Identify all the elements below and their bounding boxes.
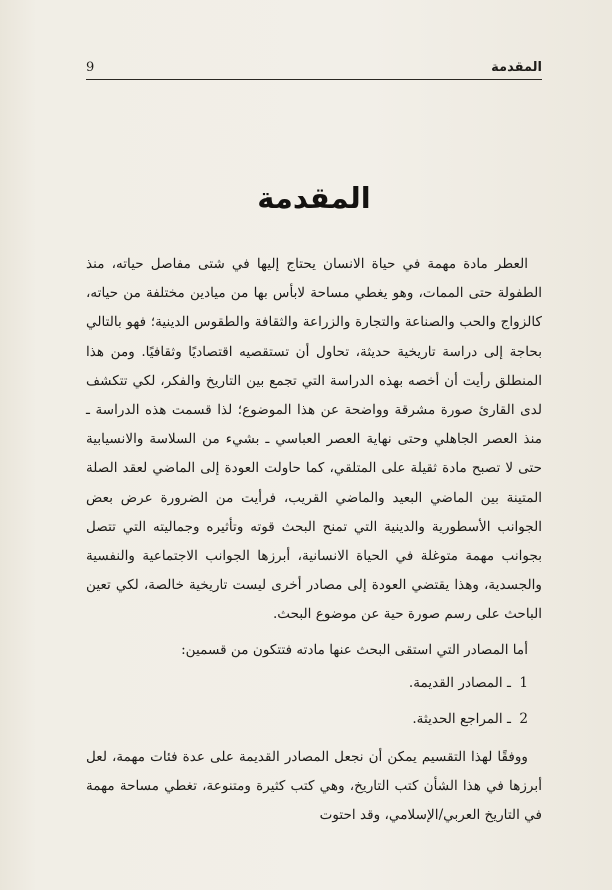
intro-paragraph: العطر مادة مهمة في حياة الانسان يحتاج إليها في شتى مفاصل حياته، منذ الطفولة حتى الممات، وهو يغطي مساحة لابأس بها من ميادين مختلفة من حياته، كالزواج والحب والصناعة والتجارة والزراعة والثقافة والطقوس الدينية؛ فهو بالتالي بحاجة إلى دراسة تاريخية حديثة، تحاول أن تستقصيه اقتصاديًا وثقافيًا. ومن هذا المنطلق رأيت أن أخصه بهذه الدراسة التي تجمع بين التاريخ والفكر، لكي تتكشف لدى القارئ صورة مشرقة وواضحة عن هذا الموضوع؛ لذا قسمت هذه الدراسة ـ منذ العصر الجاهلي وحتى نهاية العصر العباسي ـ بشيء من السلاسة والانسيابية حتى لا تصبح مادة ثقيلة على المتلقي، كما حاولت العودة إلى الماضي لعقد الصلة المتينة بين الماضي البعيد والماضي القريب، فرأيت من الضرورة عرض بعض الجوانب الأسطورية والدينية التي تمنح البحث قوته وتأثيره وجماليته التي تتصل بجوانب مهمة متوغلة في الحياة الانسانية، أبرزها الجوانب الاجتماعية والنفسية والجسدية، وهذا يقتضي العودة إلى مصادر أخرى ليست تاريخية خالصة، لكي تعين الباحث على رسم صورة حية عن موضوع البحث. (86, 256, 542, 623)
running-header (86, 52, 542, 80)
page-number: 9 (86, 60, 95, 75)
list-item-number: 1 (519, 674, 528, 691)
sources-intro-paragraph: أما المصادر التي استقى البحث عنها مادته فتتكون من قسمين: (181, 641, 528, 658)
list-item-text: ـ المصادر القديمة. (408, 674, 512, 691)
body-text (86, 250, 542, 830)
list-item (86, 701, 542, 737)
list-item (86, 665, 542, 701)
closing-paragraph: ووفقًا لهذا التقسيم يمكن أن نجعل المصادر القديمة على عدة فئات مهمة، لعل أبرزها في هذا الشأن كتب التاريخ، وهي كتب كثيرة ومتنوعة، تغطي مساحة مهمة في التاريخ العربي/الإسلامي، وقد احتوت (86, 748, 542, 824)
list-item-text: ـ المراجع الحديثة. (412, 710, 512, 727)
chapter-title: المقدمة (257, 181, 371, 215)
running-header-title: المقدمة (491, 60, 542, 75)
list-item-number: 2 (519, 710, 528, 727)
